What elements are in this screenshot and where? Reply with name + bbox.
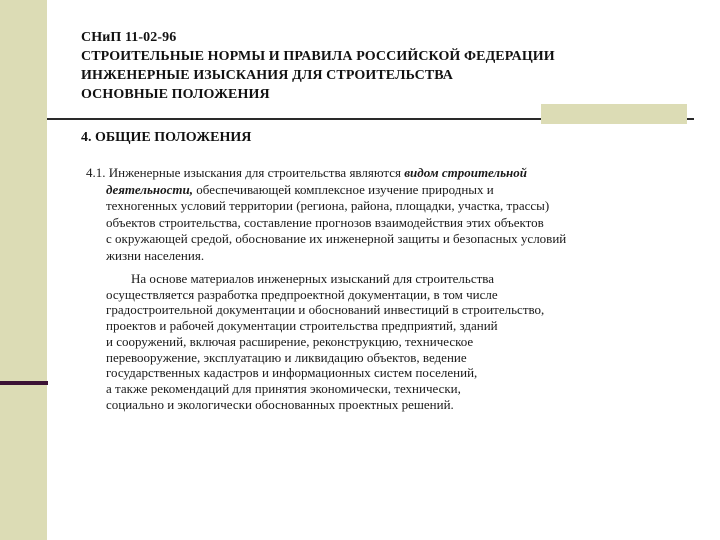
title-line-norms: СТРОИТЕЛЬНЫЕ НОРМЫ И ПРАВИЛА РОССИЙСКОЙ ФЕДЕРАЦИИ (81, 49, 555, 64)
paragraph-definition (86, 165, 706, 264)
section-heading: 4. ОБЩИЕ ПОЛОЖЕНИЯ (81, 130, 252, 145)
text-run: 4.1. Инженерные изыскания для строительства являются (86, 165, 405, 180)
paragraph-line: объектов строительства, составление прогнозов взаимодействия этих объектов (106, 214, 544, 230)
emphasis-text: видом строительной (404, 165, 527, 180)
title-line-surveys: ИНЖЕНЕРНЫЕ ИЗЫСКАНИЯ ДЛЯ СТРОИТЕЛЬСТВА (81, 68, 454, 83)
left-accent-bar (0, 381, 48, 385)
paragraph-line: государственных кадастров и информационных систем поселений, (106, 365, 478, 381)
paragraph-line: техногенных условий территории (региона, района, площадки, участка, трассы) (106, 198, 550, 213)
paragraph-line (86, 165, 706, 182)
paragraph-line: социально и экологически обоснованных проектных решений. (106, 396, 454, 412)
title-line-provisions: ОСНОВНЫЕ ПОЛОЖЕНИЯ (81, 87, 270, 102)
document-title (81, 28, 681, 104)
paragraph-line: жизни населения. (106, 247, 205, 263)
paragraph-line: перевооружение, эксплуатацию и ликвидацию объектов, ведение (106, 349, 467, 365)
paragraph-line: с окружающей средой, обоснование их инженерной защиты и безопасных условий (106, 231, 567, 246)
paragraph-line: На основе материалов инженерных изысканий для строительства (131, 271, 495, 286)
title-code: СНиП 11-02-96 (81, 30, 177, 45)
paragraph-line (86, 182, 706, 199)
paragraph-line: а также рекомендаций для принятия экономически, технически, (106, 380, 461, 396)
left-decor-band (0, 0, 47, 540)
paragraph-materials (106, 271, 706, 412)
emphasis-text: деятельности, (106, 181, 193, 197)
text-run: обеспечивающей комплексное изучение природных и (193, 181, 494, 197)
accent-box (541, 104, 687, 124)
paragraph-line: градостроительной документации и обоснований инвестиций в строительство, (106, 302, 545, 318)
paragraph-line: и сооружений, включая расширение, реконструкцию, техническое (106, 333, 474, 349)
paragraph-line: проектов и рабочей документации строительства предприятий, зданий (106, 318, 498, 334)
paragraph-line: осуществляется разработка предпроектной документации, в том числе (106, 286, 498, 302)
